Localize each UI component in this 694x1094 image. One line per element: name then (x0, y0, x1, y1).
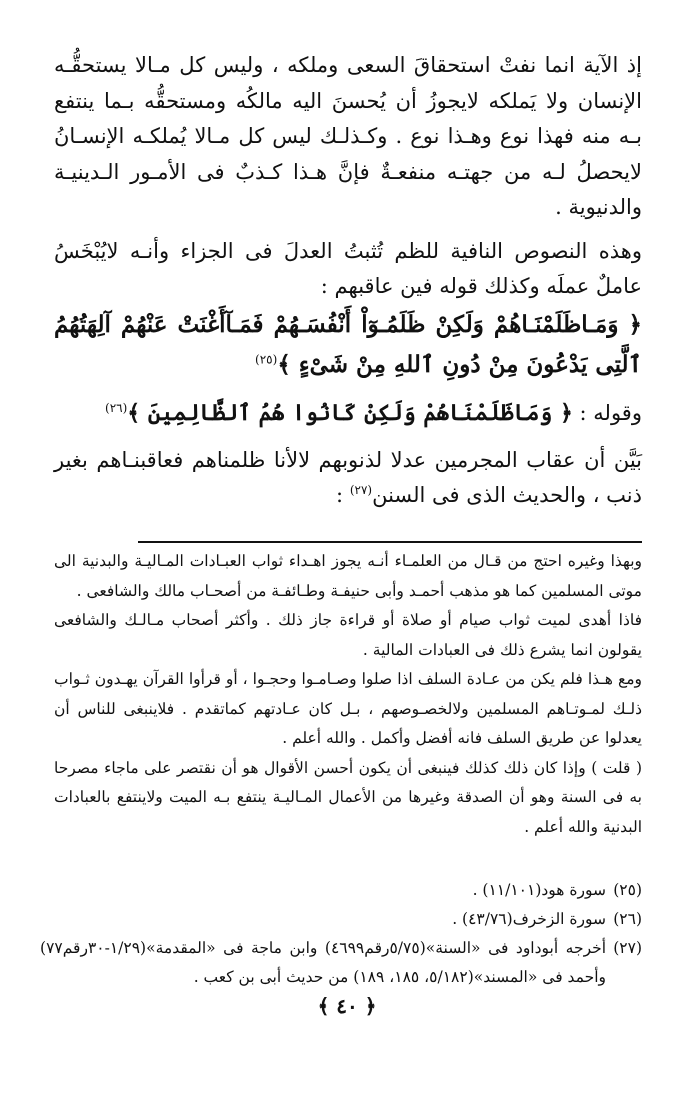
paragraph-3-end: : (336, 483, 350, 507)
quran-verse-2-prefix: وقوله : (572, 400, 642, 425)
reference-text: سورة الزخرف(٤٣/٧٦) . (452, 910, 606, 928)
quran-verse-1-ref: (٢٥) (255, 351, 278, 366)
quran-verse-2 (54, 393, 642, 433)
paragraph-3-ref: (٢٧) (349, 483, 373, 497)
footnote-paragraph: فاذا أهدى لميت ثواب صيام أو صلاة أو قراءة جاز ذلك . وأكثر أصحاب مـالـك والشافعى يقولون انما يشرع ذلك فى العبادات المالية . (54, 611, 642, 659)
footnote-paragraph: وبهذا وغيره احتج من قـال من العلمـاء أنـه يجوز اهـداء ثواب العبـادات المـاليـة والبدنية الى موتى المسلمين كما هو مذهب أحمـد وأبى حنيفـة وطـائفـة من أصحـاب مالك والشافعى . (54, 552, 642, 600)
reference-number: (٢٧) (613, 939, 642, 957)
footnote-paragraph: ومع هـذا فلم يكن من عـادة السلف اذا صلوا وصـامـوا وحجـوا ، أو قرأوا القرآن يهـدون ثـواب ذلـك لمـوتـاهم المسلمين ولالخصـوصهم ، بـل كان عـادتهم كماتقدم . فلاينبغى للناس أن يعدلوا عن طريق السلف فانه أفضل وأكمل . والله أعلم . (54, 670, 642, 747)
reference-item (40, 934, 642, 992)
reference-text: سورة هود(١١/١٠١) . (472, 881, 606, 899)
footnotes (54, 547, 642, 842)
quran-verse-2-text: ﴿ وَمَاظَلَمْنَاهُمْ وَلَكِنْ كَانُوا هُمُ ٱلظَّالِمِينَ ﴾ (127, 399, 573, 426)
reference-number: (٢٦) (613, 910, 642, 928)
paragraph-2: وهذه النصوص النافية للظم تُثبتُ العدلَ فى الجزاء وأنـه لايُبْخَسُ عاملٌ عملَه وكذلك قوله فين عاقبهم : (54, 238, 642, 298)
footnote-paragraph: ( قلت ) وإذا كان ذلك كذلك فينبغى أن يكون أحسن الأقوال هو أن نقتصر على ماجاء مصرحا به فى السنة وهو أن الصدقة وغيرها من الأعمال المـاليـة ينتفع بـه الميت ولاينتفع بالعبادات البدنية والله أعلم . (54, 758, 642, 836)
main-text (54, 48, 642, 514)
references (40, 876, 642, 992)
paragraph-3-text: بَيَّن أن عقاب المجرمين عدلا لذنوبهم لالأنا ظلمناهم فعاقبنـاهم بغير ذنب ، والحديث الذى فى السنن (54, 447, 642, 507)
quran-verse-1 (54, 305, 642, 385)
reference-item (40, 876, 642, 905)
reference-item (40, 905, 642, 934)
page-number: ﴿ ٤٠ ﴾ (317, 994, 377, 1018)
reference-number: (٢٥) (613, 881, 642, 899)
quran-verse-2-ref: (٢٦) (105, 400, 128, 415)
quran-verse-1-text: ﴿ وَمَـاظَلَمْنَـاهُمْ وَلَكِنْ ظَلَمُـوٓاْ أَنْفُسَـهُمْ فَمَـآأَغْنَتْ عَنْهُمْ آلِهَتُهُمُ ٱلَّتِى يَدْعُونَ مِنْ دُونِ ٱللهِ مِنْ شَىْءٍ ﴾ (54, 310, 642, 378)
paragraph-1: إذ الآية انما نفتْ استحقاقَ السعى وملكه ، وليس كل مـالا يستحقُّـه الإنسان ولا يَملكه لايجوزُ أن يُحسنَ اليه مالكُه ومستحقُّه بـما ينتفع بـه منه فهذا نوع وهـذا نوع . وكـذلـك ليس كل مـالا يُملكـه الإنسـانُ لايحصلُ لـه من جهتـه منفعـةٌ فإنَّ هـذا كـذبٌ فى الأمـور الـدينيـة والدنيوية . (54, 53, 642, 219)
paragraph-3 (54, 443, 642, 514)
footnote-separator (138, 541, 642, 543)
reference-text: أخرجه أبوداود فى «السنة»(٥/٧٥رقم٤٦٩٩) وابن ماجة فى «المقدمة»(١/٢٩-٣٠رقم٧٧) وأحمد فى «المسند»(٥/١٨٢، ١٨٥، ١٨٩) من حديث أبى بن كعب . (40, 939, 607, 986)
